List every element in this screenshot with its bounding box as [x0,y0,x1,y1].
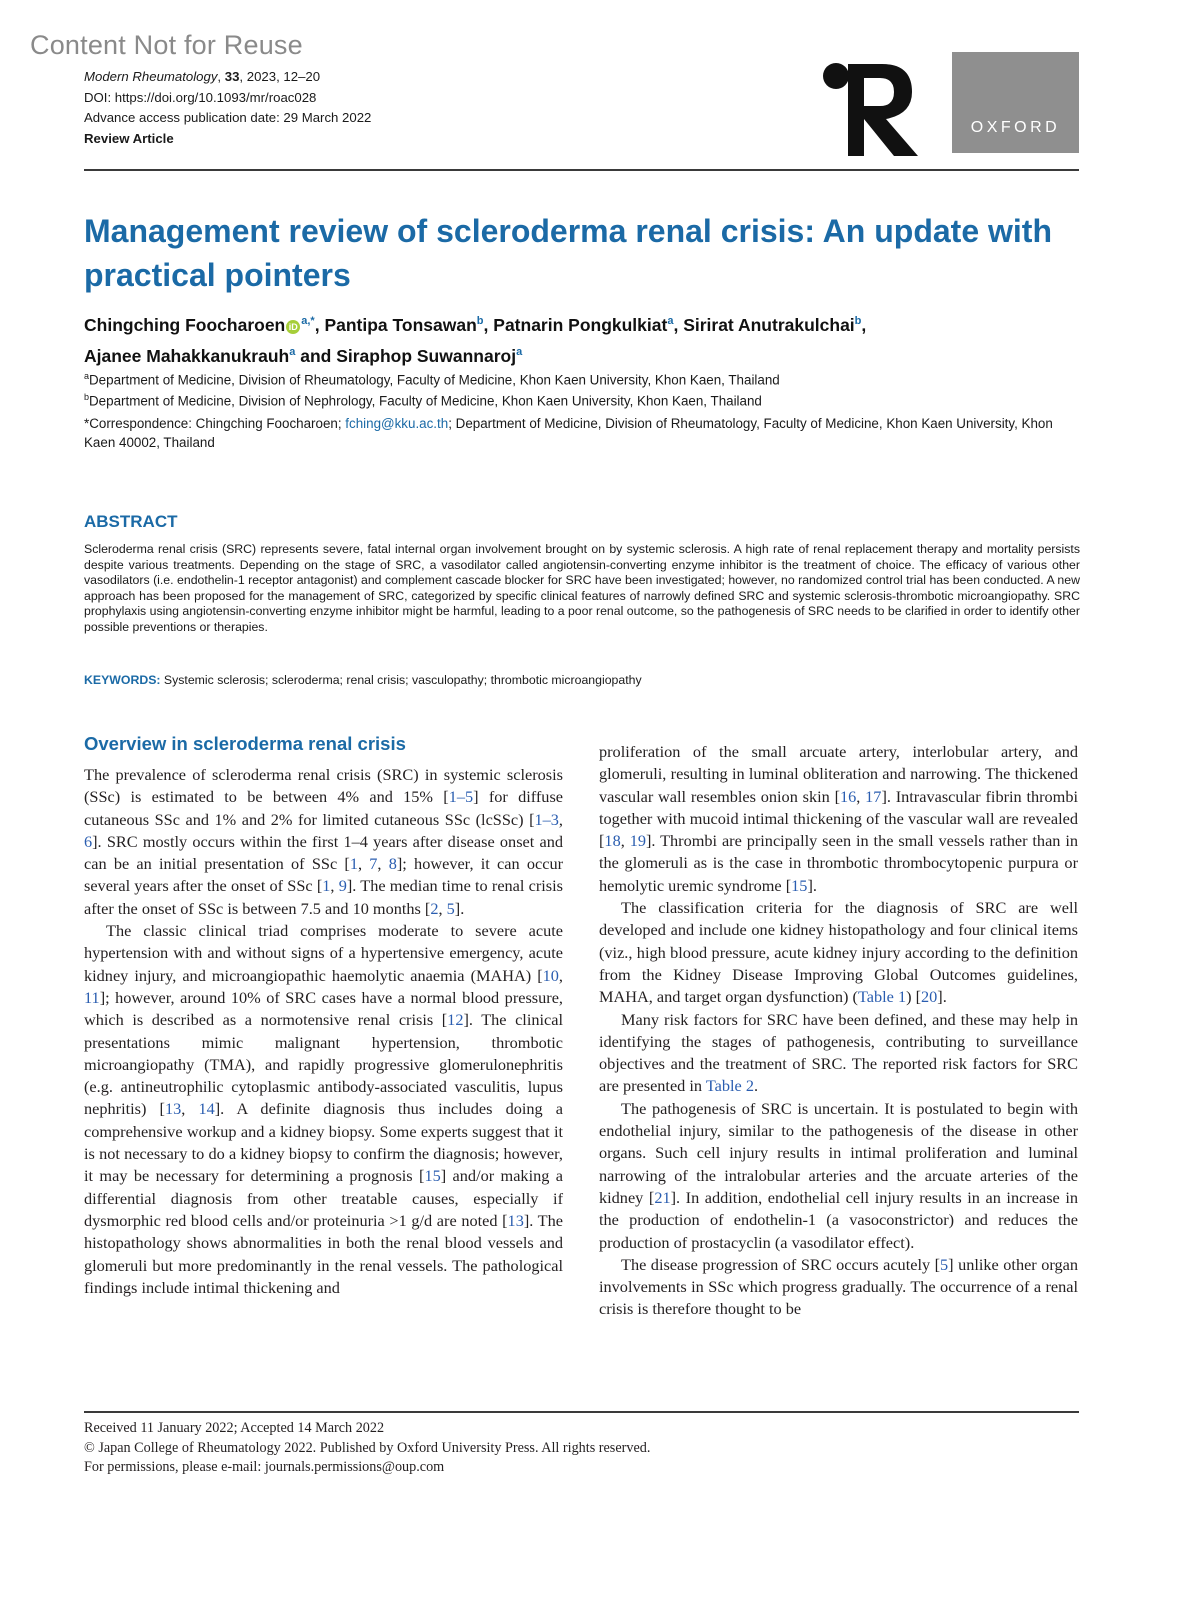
keywords-list: Systemic sclerosis; scleroderma; renal crisis; vasculopathy; thrombotic microangiopathy [160,673,642,687]
body-paragraph: The classification criteria for the diagnosis of SRC are well developed and include one kidney histopathology and four clinical items (viz., high blood pressure, acute kidney injury according to the definition from the Kidney Disease Improving Global Outcomes guidelines, MAHA, and target organ dysfunction) (Table 1) [20]. [599,898,1078,1007]
reference-link[interactable]: 9 [338,876,347,896]
reference-link[interactable]: 5 [446,898,455,918]
reference-link[interactable]: 14 [198,1099,215,1119]
reference-link[interactable]: 7 [369,854,378,874]
keywords [84,672,1080,688]
body-column-right [599,741,1078,1321]
journal-r-logo-icon [820,56,920,156]
affiliation-text: Department of Medicine, Division of Nephrology, Faculty of Medicine, Khon Kaen University, Khon Kaen, Thailand [89,393,762,409]
author-name: Ajanee Mahakkanukrauh [84,345,290,366]
body-paragraph: proliferation of the small arcuate artery, interlobular artery, and glomeruli, resulting in luminal obliteration and narrowing. The thickened vascular wall resembles onion skin [16, 17]. Intravascular fibrin thrombi together with mucoid intimal thickening of the vascular wall are revealed [18, 19]. Thrombi are principally seen in the small vessels rather than in the glomeruli as is the case in thrombotic thrombocytopenic purpura or hemolytic uremic syndrome [15]. [599,742,1079,895]
reference-link[interactable]: Table 1 [857,987,907,1007]
correspondence-address: ; Department of Medicine, Division of Rheumatology, Faculty of Medicine, Khon Kaen University, Khon Kaen 40002, Thailand [84,416,1053,450]
reference-link[interactable]: 18 [604,831,621,851]
author-separator: , [673,314,684,335]
reference-link[interactable]: 13 [507,1210,524,1230]
author-affiliation-mark: a [667,315,674,327]
author-list [84,308,1084,370]
affiliation-mark: a [84,371,90,381]
affiliation-b [84,388,1084,410]
reference-link[interactable]: 1 [349,854,358,874]
author-affiliation-mark: b [854,315,862,327]
body-paragraph: The prevalence of scleroderma renal crisis (SRC) in systemic sclerosis (SSc) is estimated to be between 4% and 15% [1–5] for diffuse cutaneous SSc and 1% and 2% for limited cutaneous SSc (lcSSc) [1–3, 6]. SRC mostly occurs within the first 1–4 years after disease onset and can be an initial presentation of SSc [1, 7, 8]; however, it can occur several years after the onset of SSc [1, 9]. The median time to renal crisis after the onset of SSc is between 7.5 and 10 months [2, 5]. [84,765,564,918]
journal-name: Modern Rheumatology [84,69,218,84]
citation-sep: , [217,69,225,84]
journal-meta [84,67,371,149]
header-rule [84,169,1079,171]
author-name: Patnarin Pongkulkiat [493,314,668,335]
body-paragraph: The disease progression of SRC occurs acutely [5] unlike other organ involvements in SSc which progress gradually. The occurrence of a renal crisis is therefore thought to be [599,1254,1079,1319]
author-separator: , [314,314,325,335]
reference-link[interactable]: 13 [164,1099,182,1119]
author-separator: , [861,314,867,335]
journal-volume: 33 [224,69,240,84]
permissions-notice: For permissions, please e-mail: journals.permissions@oup.com [84,1459,445,1475]
copyright-notice: © Japan College of Rheumatology 2022. Published by Oxford University Press. All rights reserved. [84,1439,651,1456]
reference-link[interactable]: 20 [921,987,938,1007]
reference-link[interactable]: 1 [322,876,331,896]
author-separator: and [295,345,337,366]
author-name: Sirirat Anutrakulchai [683,314,855,335]
affiliation-a [84,367,1084,389]
author-name: Chingching Foocharoen [84,314,286,335]
author-affiliation-mark: a [516,345,523,358]
author-name: Siraphop Suwannaroj [336,345,517,366]
author-affiliation-mark: b [476,315,484,327]
body-paragraph: The pathogenesis of SRC is uncertain. It is postulated to begin with endothelial injury, similar to the pathogenesis of the disease in other organs. Such cell injury results in intimal proliferation and luminal narrowing of the intralobular arteries and the arcuate arteries of the kidney [21]. In addition, endothelial cell injury results in an increase in the production of endothelin-1 (a vasoconstrictor) and reduces the production of prostacyclin (a vasodilator effect). [599,1098,1078,1252]
reference-link[interactable]: Table 2 [705,1076,754,1096]
reference-link[interactable]: 5 [940,1254,949,1274]
article-type: Review Article [84,130,174,146]
journal-doi[interactable]: DOI: https://doi.org/10.1093/mr/roac028 [84,89,317,105]
reference-link[interactable]: 10 [542,965,559,985]
author-affiliation-mark: a [289,345,296,358]
reference-link[interactable]: 15 [791,875,808,895]
publisher-name: OXFORD [970,119,1061,136]
reference-link[interactable]: 8 [388,854,397,874]
reference-link[interactable]: 12 [447,1010,464,1030]
reference-link[interactable]: 21 [654,1187,671,1207]
reference-link[interactable]: 1–5 [448,787,474,807]
affiliation-mark: b [84,392,90,402]
keywords-label: KEYWORDS: [84,673,161,687]
body-paragraph: Many risk factors for SRC have been defined, and these may help in identifying the stages of pathogenesis, contributing to surveillance objectives and the treatment of SRC. The reported risk factors for SRC are presented in Table 2. [599,1009,1078,1096]
watermark: Content Not for Reuse [30,30,303,60]
journal-citation [84,67,371,88]
reference-link[interactable]: 15 [424,1166,441,1186]
footer-rule [84,1411,1079,1413]
correspondence [84,414,1084,452]
author-affiliation-mark: a,* [301,315,315,327]
footer [84,1419,650,1478]
reference-link[interactable]: 6 [84,831,93,851]
affiliation-text: Department of Medicine, Division of Rheumatology, Faculty of Medicine, Khon Kaen University, Khon Kaen, Thailand [89,372,780,388]
advance-access-date: Advance access publication date: 29 March 2022 [84,110,372,125]
author-name: Pantipa Tonsawan [324,314,477,335]
reference-link[interactable]: 1–3 [534,809,559,829]
correspondence-email-link[interactable]: fching@kku.ac.th [345,416,449,431]
reference-link[interactable]: 11 [84,987,100,1007]
received-dates: Received 11 January 2022; Accepted 14 March 2022 [84,1420,385,1436]
section-heading: Overview in scleroderma renal crisis [84,733,406,754]
body-paragraph: The classic clinical triad comprises moderate to severe acute hypertension with and without signs of a hypertensive emergency, acute kidney injury, and microangiopathic haemolytic anaemia (MAHA) [10, 11]; however, around 10% of SRC cases have a normal blood pressure, which is described as a normotensive renal crisis [12]. The clinical presentations mimic malignant hypertension, thrombotic microangiopathy (TMA), and rapidly progressive glomerulonephritis (e.g. antineutrophilic cytoplasmic antibody-associated vasculitis, lupus nephritis) [13, 14]. A definite diagnosis thus includes doing a comprehensive workup and a kidney biopsy. Some experts suggest that it is not necessary to do a kidney biopsy to confirm the diagnosis; however, it may be necessary for determining a prognosis [15] and/or making a differential diagnosis from other treatable causes, especially if dysmorphic red blood cells and/or proteinuria >1 g/d are noted [13]. The histopathology shows abnormalities in both the renal blood vessels and glomeruli but more predominantly in the renal vessels. The pathological findings include intimal thickening and [84,921,564,1297]
article-title: Management review of scleroderma renal crisis: An update with practical pointers [84,213,1052,293]
correspondence-prefix: *Correspondence: Chingching Foocharoen; [84,416,346,431]
abstract-body: Scleroderma renal crisis (SRC) represents severe, fatal internal organ involvement brought on by systemic sclerosis. A high rate of renal replacement therapy and mortality persists despite various treatments. Depending on the stage of SRC, a vasodilator called angiotensin-converting enzyme inhibitor is the treatment of choice. The efficacy of various other vasodilators (i.e. endothelin-1 receptor antagonist) and complement cascade blocker for SRC have been investigated; however, no randomized control trial has been conducted. A new approach has been proposed for the management of SRC, categorized by specific clinical features of narrowly defined SRC and systemic sclerosis-thrombotic microangiopathy. SRC prophylaxis using angiotensin-converting enzyme inhibitor might be harmful, leading to a poor renal outcome, so the pathogenesis of SRC needs to be clarified in order to identify other possible preventions or therapies. [84,542,1080,634]
orcid-icon[interactable]: iD [286,320,300,334]
body-column-left [84,764,563,1299]
author-separator: , [483,314,494,335]
reference-link[interactable]: 2 [430,898,439,918]
publisher-logo [952,52,1079,153]
reference-link[interactable]: 19 [629,831,646,851]
reference-link[interactable]: 16 [840,786,857,806]
reference-link[interactable]: 17 [865,786,882,806]
abstract-heading: ABSTRACT [84,512,178,531]
citation-rest: , 2023, 12–20 [239,69,321,84]
